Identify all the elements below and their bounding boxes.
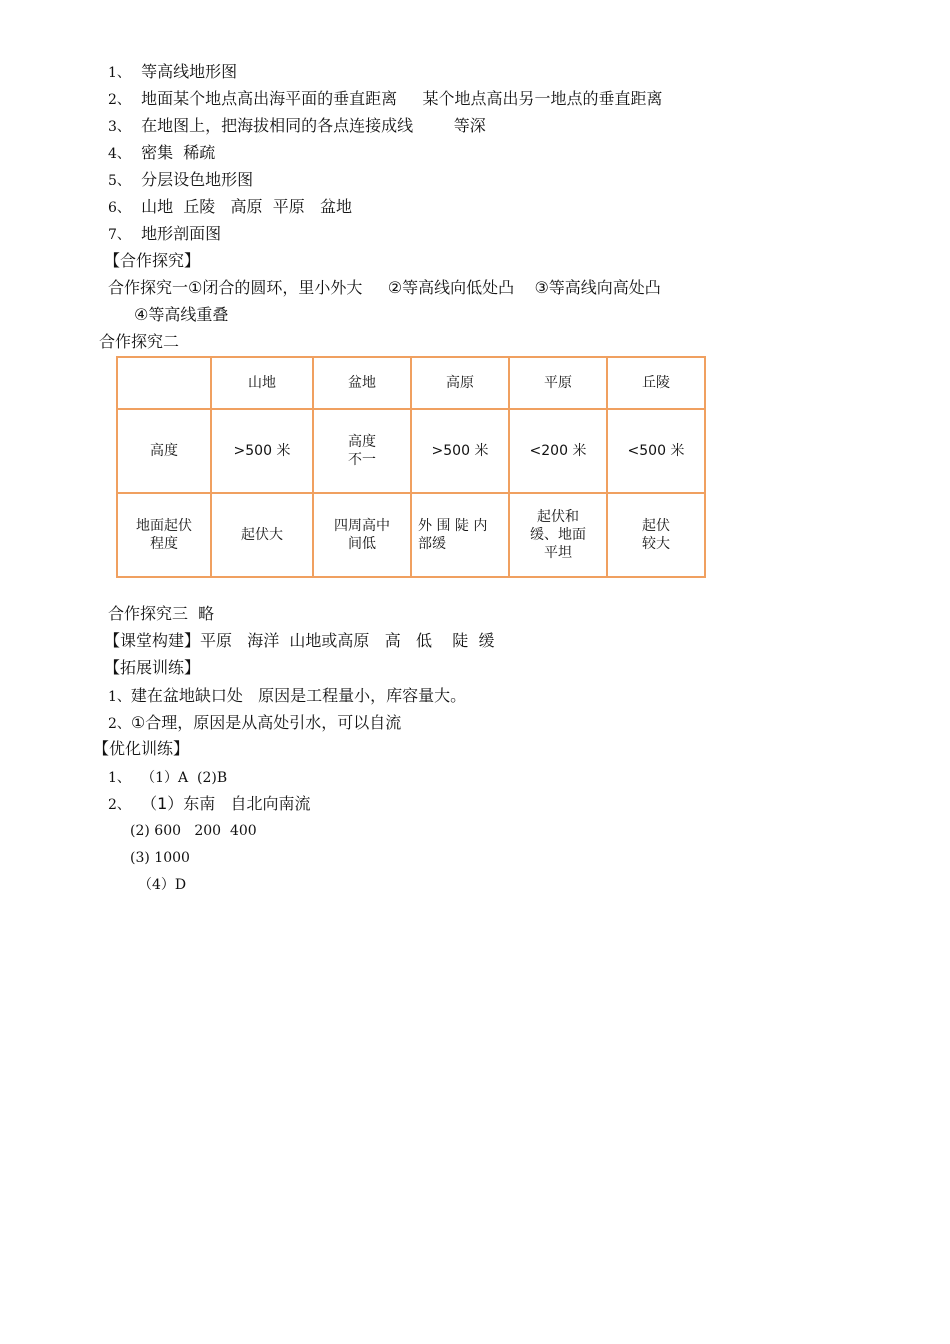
table-cell: >500 米 <box>211 409 313 493</box>
class-build: 【课堂构建】平原 海洋 山地或高原 高 低 陡 缓 <box>104 631 495 650</box>
answer-3 <box>108 116 486 137</box>
answer-2 <box>108 89 663 110</box>
optimize-q2-4: （4）D <box>138 877 187 893</box>
answer-text: 地形剖面图 <box>141 224 222 243</box>
row-label: 高度 <box>117 409 211 493</box>
answer-text: 等高线地形图 <box>141 62 238 81</box>
answer-5 <box>108 170 253 191</box>
optimize-q2 <box>108 794 311 815</box>
table-cell: 高度 不一 <box>313 409 411 493</box>
extend-item-2 <box>108 713 401 734</box>
table-header-cell: 平原 <box>509 357 607 409</box>
coop-one-line1: 合作探究一①闭合的圆环，里小外大 ②等高线向低处凸 ③等高线向高处凸 <box>108 278 661 297</box>
item-text: （1）东南 自北向南流 <box>141 794 311 813</box>
table-cell: <200 米 <box>509 409 607 493</box>
answer-text: 分层设色地形图 <box>141 170 254 189</box>
table-cell: 外 围 陡 内 部缓 <box>411 493 509 577</box>
item-number: 1、 <box>108 689 131 705</box>
answer-7 <box>108 224 221 245</box>
answer-text: 地面某个地点高出海平面的垂直距离 某个地点高出另一地点的垂直距离 <box>141 89 663 108</box>
coop-two-title: 合作探究二 <box>99 332 180 351</box>
item-number: 2、 <box>108 797 131 813</box>
answer-text: 密集 稀疏 <box>141 143 216 162</box>
answer-number: 1、 <box>108 65 131 81</box>
item-text: 建在盆地缺口处 原因是工程量小，库容量大。 <box>130 686 467 705</box>
coop-three: 合作探究三 略 <box>108 604 215 623</box>
answer-number: 3、 <box>108 119 131 135</box>
table-row <box>117 409 705 493</box>
answer-text: 在地图上，把海拔相同的各点连接成线 等深 <box>141 116 486 135</box>
answer-text: 山地 丘陵 高原 平原 盆地 <box>141 197 352 216</box>
table-header-cell: 高原 <box>411 357 509 409</box>
table-cell: >500 米 <box>411 409 509 493</box>
table-header-cell: 盆地 <box>313 357 411 409</box>
answer-number: 4、 <box>108 146 131 162</box>
optimize-q1 <box>108 767 227 788</box>
answer-6 <box>108 197 352 218</box>
table-header-cell <box>117 357 211 409</box>
optimize-q2-3: (3) 1000 <box>130 850 190 866</box>
answer-number: 2、 <box>108 92 131 108</box>
item-number: 1、 <box>108 770 131 786</box>
optimize-heading: 【优化训练】 <box>93 739 190 758</box>
answer-4 <box>108 143 215 164</box>
item-text: （1）A (2)B <box>141 770 228 786</box>
table-row <box>117 493 705 577</box>
answer-number: 5、 <box>108 173 131 189</box>
coop-one-line2: ④等高线重叠 <box>134 305 229 324</box>
extend-item-1 <box>108 686 466 707</box>
answer-1 <box>108 62 237 83</box>
table-cell: 起伏和 缓、地面 平坦 <box>509 493 607 577</box>
item-text: ①合理，原因是从高处引水，可以自流 <box>130 713 402 732</box>
table-cell: 起伏大 <box>211 493 313 577</box>
answer-number: 7、 <box>108 227 131 243</box>
table-cell: <500 米 <box>607 409 705 493</box>
table-cell: 四周高中 间低 <box>313 493 411 577</box>
table-header-cell: 丘陵 <box>607 357 705 409</box>
table-row <box>117 357 705 409</box>
table-header-cell: 山地 <box>211 357 313 409</box>
answer-number: 6、 <box>108 200 131 216</box>
optimize-q2-2: (2) 600 200 400 <box>130 823 257 839</box>
table-cell: 起伏 较大 <box>607 493 705 577</box>
landform-table <box>116 356 706 578</box>
item-number: 2、 <box>108 716 131 732</box>
extend-heading: 【拓展训练】 <box>104 658 201 677</box>
coop-heading: 【合作探究】 <box>104 251 201 270</box>
row-label: 地面起伏 程度 <box>117 493 211 577</box>
